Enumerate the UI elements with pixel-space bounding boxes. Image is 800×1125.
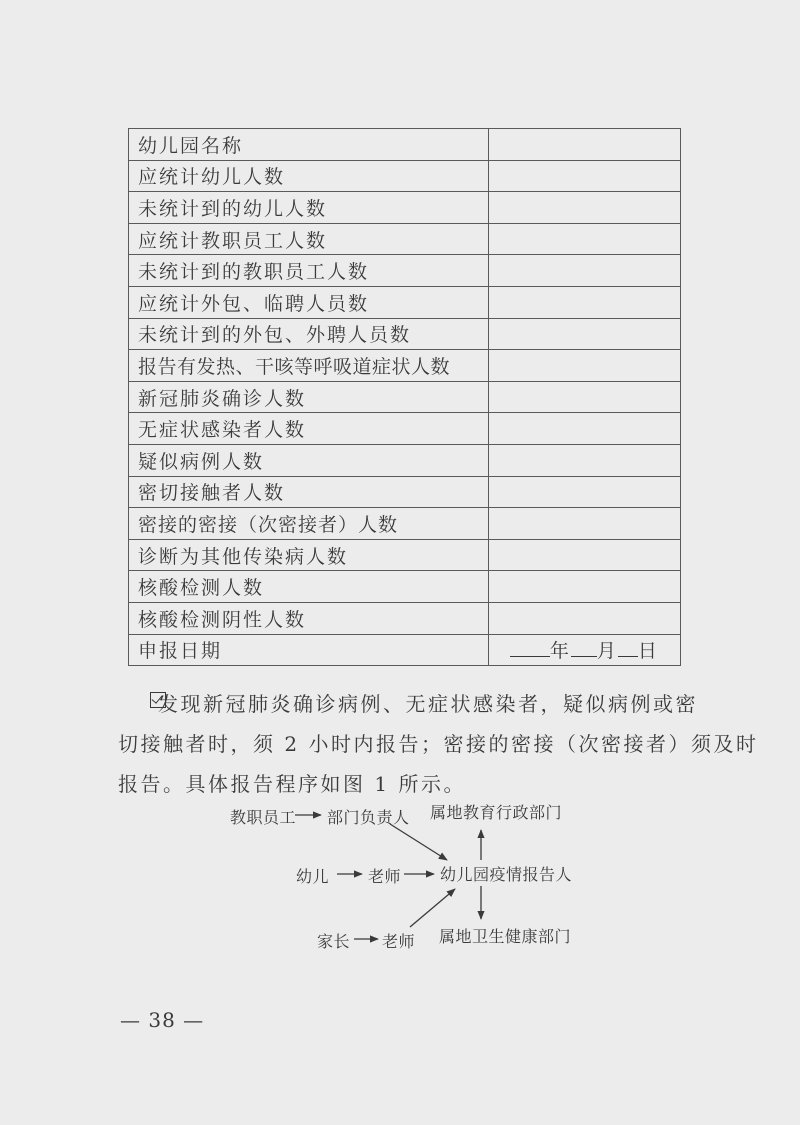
row-value [488, 223, 680, 255]
flow-node-parent: 家长 [317, 932, 351, 951]
flow-node-child: 幼儿 [296, 867, 330, 886]
row-label: 核酸检测阴性人数 [129, 602, 489, 634]
flow-node-teacher: 老师 [368, 867, 402, 886]
row-label: 核酸检测人数 [129, 571, 489, 603]
row-value [488, 571, 680, 603]
date-field[interactable] [488, 634, 680, 666]
row-value [488, 508, 680, 540]
row-label: 报告有发热、干咳等呼吸道症状人数 [129, 350, 489, 382]
row-label: 无症状感染者人数 [129, 413, 489, 445]
row-value [488, 413, 680, 445]
year-blank [510, 640, 550, 657]
row-label: 密切接触者人数 [129, 476, 489, 508]
table-row [129, 160, 681, 192]
date-label: 申报日期 [129, 634, 489, 666]
flow-node-edu-dept: 属地教育行政部门 [430, 803, 563, 822]
row-value [488, 129, 680, 161]
row-value [488, 350, 680, 382]
instruction-paragraph [118, 684, 759, 804]
row-value [488, 444, 680, 476]
table-row [129, 539, 681, 571]
table-row [129, 476, 681, 508]
table-row [129, 286, 681, 318]
row-label: 应统计外包、临聘人员数 [129, 286, 489, 318]
row-label: 密接的密接（次密接者）人数 [129, 508, 489, 540]
date-row [129, 634, 681, 666]
table-row [129, 192, 681, 224]
table-row [129, 413, 681, 445]
arrow-dept-head-to-reporter [390, 824, 447, 860]
row-value [488, 602, 680, 634]
report-table-body [129, 129, 681, 666]
table-row [129, 129, 681, 161]
row-value [488, 160, 680, 192]
month-label: 月 [596, 640, 618, 663]
table-row [129, 444, 681, 476]
day-blank [618, 640, 638, 657]
row-value [488, 318, 680, 350]
flow-node-reporter: 幼儿园疫情报告人 [440, 865, 573, 884]
row-label: 应统计幼儿人数 [129, 160, 489, 192]
table-row [129, 508, 681, 540]
flow-node-staff: 教职员工 [230, 808, 297, 827]
table-row [129, 255, 681, 287]
paragraph-line: 切接触者时，须 2 小时内报告；密接的密接（次密接者）须及时 [118, 732, 759, 756]
report-table [128, 128, 681, 666]
row-value [488, 539, 680, 571]
row-value [488, 192, 680, 224]
row-value [488, 255, 680, 287]
table-row [129, 350, 681, 382]
arrow-teacher-to-reporter-2 [410, 889, 455, 927]
row-label: 应统计教职员工人数 [129, 223, 489, 255]
flow-node-teacher: 老师 [382, 932, 416, 951]
table-row [129, 318, 681, 350]
row-label: 未统计到的教职员工人数 [129, 255, 489, 287]
table-row [129, 602, 681, 634]
row-label: 疑似病例人数 [129, 444, 489, 476]
row-label: 未统计到的外包、外聘人员数 [129, 318, 489, 350]
table-row [129, 381, 681, 413]
row-label: 未统计到的幼儿人数 [129, 192, 489, 224]
paragraph-line: 报告。具体报告程序如图 1 所示。 [118, 772, 466, 796]
year-label: 年 [549, 640, 571, 663]
day-label: 日 [637, 640, 659, 663]
row-label: 幼儿园名称 [129, 129, 489, 161]
row-value [488, 381, 680, 413]
row-value [488, 476, 680, 508]
paragraph-line: 发现新冠肺炎确诊病例、无症状感染者，疑似病例或密 [158, 692, 698, 716]
flow-node-dept-head: 部门负责人 [327, 808, 410, 827]
flow-node-health-dept: 属地卫生健康部门 [439, 927, 572, 946]
month-blank [571, 640, 597, 657]
row-label: 新冠肺炎确诊人数 [129, 381, 489, 413]
row-value [488, 286, 680, 318]
page-number: — 38 — [120, 1008, 205, 1032]
row-label: 诊断为其他传染病人数 [129, 539, 489, 571]
table-row [129, 571, 681, 603]
table-row [129, 223, 681, 255]
